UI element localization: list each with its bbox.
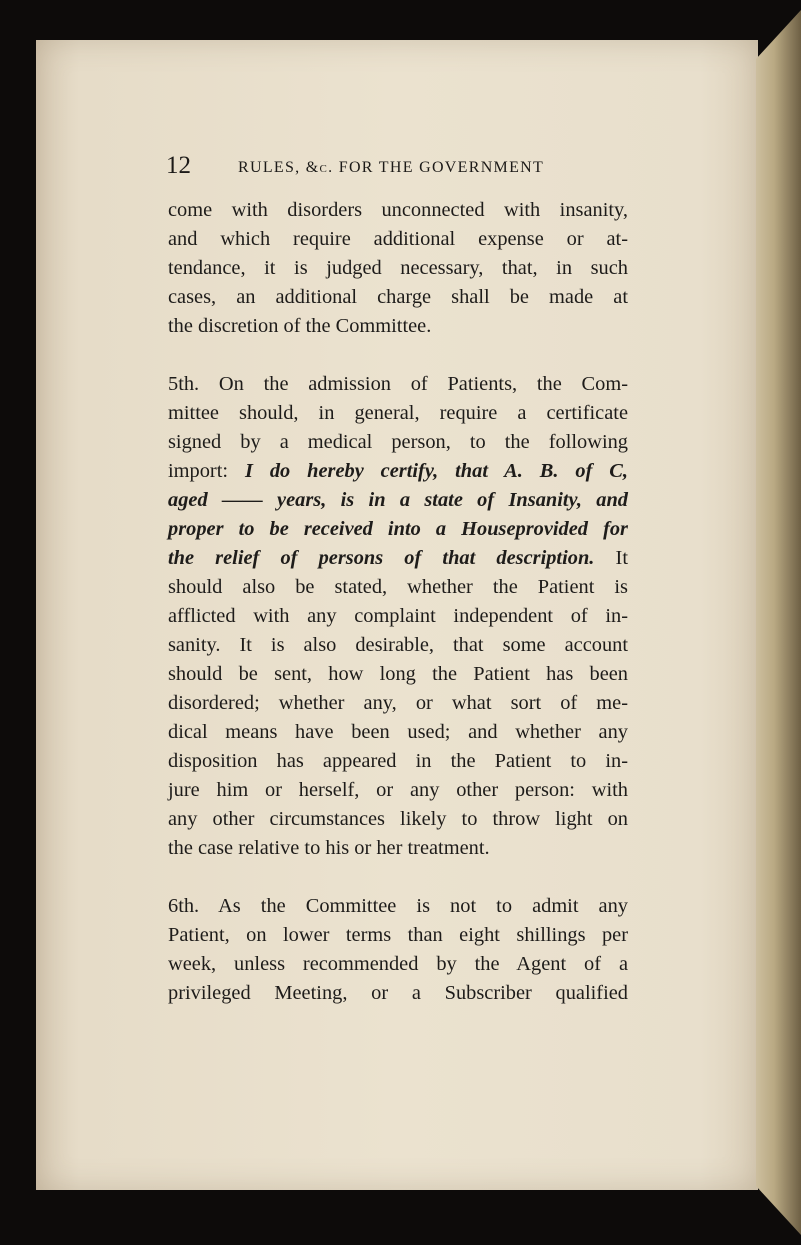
text-line: Patient, on lower terms than eight shillings per: [168, 924, 628, 946]
text-line: 6th. As the Committee is not to admit any: [168, 895, 628, 917]
text-line: dical means have been used; and whether any: [168, 721, 628, 743]
running-head: RULES, &c. FOR THE GOVERNMENT: [238, 159, 545, 176]
paragraph-continuation: [168, 196, 628, 341]
text-line: sanity. It is also desirable, that some account: [168, 634, 628, 656]
text-line: signed by a medical person, to the following: [168, 431, 628, 453]
text-line: should also be stated, whether the Patient is: [168, 576, 628, 598]
paragraph-fifth-rule: [168, 370, 628, 863]
text-line: cases, an additional charge shall be made at: [168, 286, 628, 308]
text-line: [168, 457, 628, 486]
paragraph-sixth-rule: [168, 892, 628, 1008]
text-line: disposition has appeared in the Patient to in-: [168, 750, 628, 772]
page-header: [166, 152, 726, 182]
page-number: 12: [166, 152, 191, 179]
text-line: privileged Meeting, or a Subscriber qualified: [168, 982, 628, 1004]
text-line: any other circumstances likely to throw light on: [168, 808, 628, 830]
certificate-text: aged —— years, is in a state of Insanity, and: [168, 489, 628, 511]
text-line: [168, 486, 628, 515]
text-line: afflicted with any complaint independent of in-: [168, 605, 628, 627]
text-fragment: It: [615, 547, 628, 569]
certificate-text: the relief of persons of that description.: [168, 547, 595, 569]
body-text: [168, 196, 628, 1008]
import-prefix: import:: [168, 460, 229, 482]
text-line: and which require additional expense or at-: [168, 228, 628, 250]
text-line: [168, 515, 628, 544]
certificate-text: proper to be received into a Houseprovided for: [168, 518, 628, 540]
text-line: the discretion of the Committee.: [168, 315, 432, 337]
text-line: come with disorders unconnected with insanity,: [168, 199, 628, 221]
book-edge: [756, 10, 801, 1235]
text-line: week, unless recommended by the Agent of a: [168, 953, 628, 975]
text-line: mittee should, in general, require a certificate: [168, 402, 628, 424]
text-line: [168, 544, 628, 573]
text-line: tendance, it is judged necessary, that, in such: [168, 257, 628, 279]
text-line: should be sent, how long the Patient has been: [168, 663, 628, 685]
text-line: jure him or herself, or any other person: with: [168, 779, 628, 801]
text-line: disordered; whether any, or what sort of me-: [168, 692, 628, 714]
text-line: the case relative to his or her treatment.: [168, 837, 490, 859]
text-line: 5th. On the admission of Patients, the Com-: [168, 373, 628, 395]
certificate-text: I do hereby certify, that A. B. of C,: [244, 460, 628, 482]
